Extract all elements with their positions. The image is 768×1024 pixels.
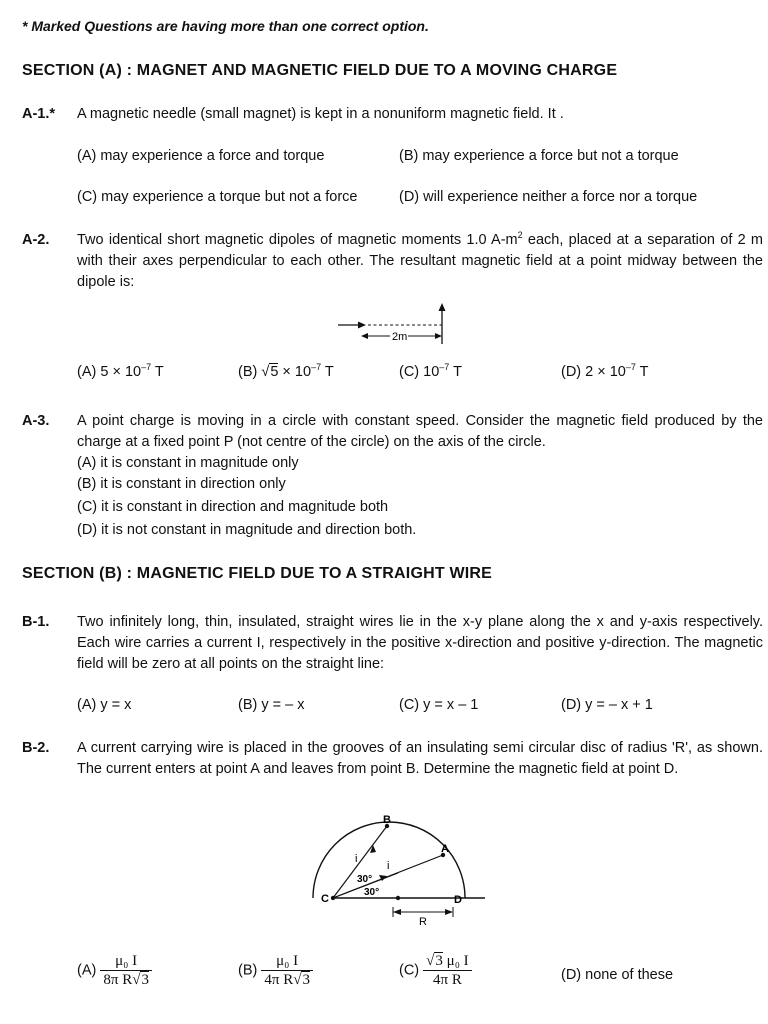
option-a: (A) may experience a force and torque [77,148,325,164]
question-number: B-1. [22,614,50,630]
label-d: D [454,894,462,906]
marked-questions-note: * Marked Questions are having more than one correct option. [22,18,429,34]
label-c: C [321,893,329,905]
option-b: (B) $√5 \times 10^{-7}$ T [238,362,334,380]
arrowhead [393,909,401,915]
section-a-title: SECTION (A) : MAGNET AND MAGNETIC FIELD DUE TO A MOVING CHARGE [22,62,618,79]
question-text: Two infinitely long, thin, insulated, straight wires lie in the x-y plane along the x and y-axis respectively. Each wire carries a current I, respectively in the positive x-direction and positive y-direction. The magnetic field will be zero at all points on the straight line: [77,614,763,672]
arrowhead [439,303,446,311]
question-number: A-1.* [22,106,56,122]
arrowhead [445,909,453,915]
option-b: (B) y = – x [238,697,305,713]
arrowhead [435,333,442,339]
question-number: A-2. [22,232,50,248]
option-d: (D) $2 \times 10^{-7}$ T [561,362,649,380]
dipole-figure [330,300,460,352]
question-text: A point charge is moving in a circle with constant speed. Consider the magnetic field produced by the charge at a fixed point P (not centre of the circle) on the axis of the circle. [77,413,763,450]
current-arrow [370,845,376,853]
option-a: (A) $5 \times 10^{-7}$ T [77,362,164,380]
question-text: A magnetic needle (small magnet) is kept in a nonuniform magnetic field. It . [77,106,564,122]
point-c [331,896,335,900]
angle-label: 30° [357,874,373,885]
question-number: B-2. [22,740,50,756]
option-d: (D) it is not constant in magnitude and direction both. [77,522,417,538]
option-d: (D) none of these [561,967,674,983]
separation-label: 2m [392,331,408,343]
radius-label: R [419,916,427,928]
option-c: (C) it is constant in direction and magnitude both [77,499,389,515]
section-b-title: SECTION (B) : MAGNETIC FIELD DUE TO A STRAIGHT WIRE [22,565,493,582]
center-point [396,896,400,900]
option-b: (B) may experience a force but not a torque [399,148,679,164]
label-a: A [441,843,449,855]
question-number: A-3. [22,413,50,429]
option-c: (C) may experience a torque but not a force [77,189,358,205]
option-d: (D) y = – x + 1 [561,697,653,713]
option-b: (B) it is constant in direction only [77,476,286,492]
option-c: (C) y = x – 1 [399,697,479,713]
option-d: (D) will experience neither a force nor a torque [399,189,698,205]
arrowhead [361,333,368,339]
question-text: Two identical short magnetic dipoles of magnetic moments 1.0 $A-m^2$ each, placed at a separation of 2 m with their axes perpendicular to each other. The resultant magnetic field at a point midway between the dipole is: [77,230,763,290]
option-b: (B) $\frac{\text{μ₀ I}}{\text{4π R√3}}$ [238,952,313,989]
current-label: i [355,853,358,865]
label-b: B [383,814,391,826]
current-label: i [387,860,390,872]
option-a: (A) y = x [77,697,132,713]
option-a: (A) it is constant in magnitude only [77,455,299,471]
question-text: A current carrying wire is placed in the grooves of an insulating semi circular disc of radius 'R', as shown. The current enters at point A and leaves from point B. Determine the magnetic field at point D. [77,740,763,777]
option-c: (C) $\frac{\text{√3 μ₀ I}}{\text{4π R}}$ [399,952,472,989]
arrowhead [358,322,366,329]
angle-label: 30° [364,887,380,898]
option-c: (C) $10^{-7}$ T [399,362,462,380]
semicircle-figure [315,814,475,928]
option-a: (A) $\frac{\text{μ₀ I}}{\text{8π R√3}}$ [77,952,152,989]
